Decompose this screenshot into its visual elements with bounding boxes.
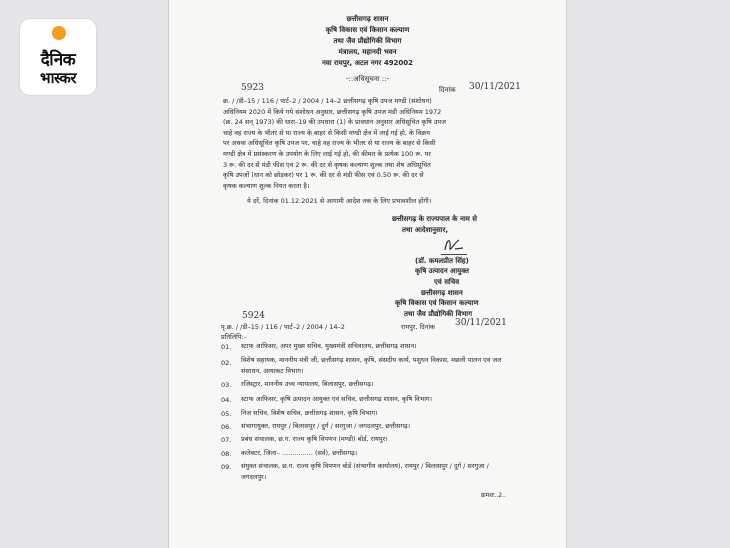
header-dept: कृषि विकास एवं किसान कल्याण [325, 26, 410, 34]
logo-text-line1: दैनिक [40, 50, 76, 70]
header-address: नवा रायपुर, अटल नगर 492002 [321, 59, 414, 67]
header-building: मंत्रालय, महानदी भवन [338, 48, 397, 56]
endorsement-date-handwritten: 30/11/2021 [455, 318, 507, 328]
list-item: स्टाफ आफिसर, कृषि उत्पादन आयुक्त एवं सचिव, छत्तीसगढ़ शासन, कृषि विभाग। [241, 395, 433, 403]
list-item-number: 05. [221, 410, 232, 418]
notification-title: -::अधिसूचना ::- [345, 75, 390, 83]
list-item: प्रबंध संचालक, छ.ग. राज्य कृषि विपणन (मण्डी) बोर्ड, रायपुर। [241, 435, 388, 443]
signatory-designation: कृषि उत्पादन आयुक्त [415, 267, 469, 275]
list-item-number: 08. [221, 450, 232, 458]
notice-line: अधिनियम 2020 में किये गये संशोधन अनुसार, छत्तीसगढ़ कृषि उपज मंडी अधिनियम 1972 [223, 107, 442, 116]
notice-line: 3 रू. की दर से मंडी फीस एवं 2 रू. की दर से कृषक कल्याण शुल्क तथा शेष अधिसूचित [223, 160, 431, 169]
notice-paragraph [223, 96, 509, 191]
notice-line: कृषि उपजों (धान को छोड़कर) पर 1 रू. की दर से मंडी फीस एवं 0.50 रू. की दर से [223, 171, 424, 180]
list-item: निज सचिव, विशेष सचिव, छत्तीसगढ़ शासन, कृषि विभाग। [241, 409, 378, 417]
logo-sun-icon [52, 26, 66, 40]
list-item: स्टाफ आफिसर, अपर मुख्य सचिव, मुख्यमंत्री सचिवालय, छत्तीसगढ़ शासन। [241, 342, 417, 350]
list-item-number: 07. [221, 436, 232, 444]
endorsement-ref-handwritten: 5924 [242, 311, 265, 321]
endorsement-ref: पृ.क्र. / /डी–15 / 116 / पार्ट–2 / 2004 / 14–2 [221, 323, 345, 331]
signature-mark [441, 236, 467, 255]
header-dept-2: तथा जैव प्रौद्योगिकी विभाग [333, 37, 402, 45]
effective-date-note: ये दरें, दिनांक 01.12.2021 से आगामी आदेश तक के लिए प्रभावशील होंगी। [247, 197, 432, 205]
list-item: संयुक्त संचालक, छ.ग. राज्य कृषि विपणन बोर्ड (संभागीय कार्यालय), रायपुर / बिलासपुर / दुर्ग / सरगुजा / जगदलपुर। [241, 462, 489, 481]
notice-line: चाहे वह राज्य के भीतर से या राज्य के बाहर से किसी मण्डी क्षेत्र में लाई गई हो, के विक्रय [223, 128, 431, 137]
signatory-dept: कृषि विकास एवं किसान कल्याण [395, 299, 479, 307]
list-item: कलेक्टर, जिला– ............... (सर्व), छत्तीसगढ़। [241, 449, 358, 457]
list-item: संभागायुक्त, रायपुर / बिलासपुर / दुर्ग / सरगुजा / जगदलपुर, छत्तीसगढ़। [241, 422, 411, 430]
signatory-govt: छत्तीसगढ़ शासन [421, 289, 463, 297]
list-item-number: 06. [221, 423, 232, 431]
list-item-number: 03. [221, 381, 232, 389]
header-govt: छत्तीसगढ़ शासन [346, 15, 389, 23]
list-item: रजिस्ट्रार, माननीय उच्च न्यायालय, बिलासपुर, छत्तीसगढ़। [241, 380, 374, 388]
notice-line: मण्डी क्षेत्र में प्रसंस्करण के उपयोग के लिए लाई गई हो, की कीमत के प्रत्येक 100 रू. पर [223, 149, 431, 158]
dainik-bhaskar-logo [20, 19, 96, 95]
signatory-designation-2: एवं सचिव [434, 278, 460, 286]
notice-line: पर अथवा अधिसूचित कृषि उपज पर, चाहे वह राज्य के भीतर से या राज्य के बाहर से किसी [223, 139, 436, 148]
ref-number-handwritten: 5923 [241, 83, 264, 93]
list-item-number: 02. [221, 359, 232, 367]
logo-text-line2: भास्कर [40, 69, 76, 87]
notice-line: कृषक कल्याण शुल्क नियत करता है। [223, 181, 310, 190]
governor-order-line: छत्तीसगढ़ के राज्यपाल के नाम से [392, 215, 477, 223]
list-item: विशेष सहायक, माननीय मंत्री जी, छत्तीसगढ़ शासन, कृषि, संसदीय कार्य, पशुधन विकास, मछली पालन एवं जल संसाधन, आयाकट विभाग। [241, 356, 502, 375]
copy-to-label: प्रतिलिपि:- [221, 333, 247, 341]
date-handwritten: 30/11/2021 [469, 82, 521, 92]
continued-marker: क्रमशः..2.. [481, 492, 506, 499]
date-label: दिनांक [439, 86, 456, 94]
signatory-name: (डॉ. कमलप्रीत सिंह) [415, 257, 469, 265]
list-item-number: 09. [221, 463, 232, 471]
list-item-number: 01. [221, 343, 232, 351]
notice-line: (क्र. 24 सन् 1973) की धारा–19 की उपधारा (1) के प्रावधान अनुसार अधिसूचित कृषि उपज [223, 118, 446, 127]
order-line-2: तथा आदेशानुसार, [402, 226, 449, 234]
document-page [168, 0, 567, 548]
list-item-number: 04. [221, 396, 232, 404]
endorsement-place-date: रायपुर, दिनांक [401, 323, 436, 331]
notice-line: क्र. / /डी–15 / 116 / पार्ट–2 / 2004 / 14–2 छत्तीसगढ़ कृषि उपज मण्डी (संशोधन) [223, 97, 432, 105]
signatory-dept-2: तथा जैव प्रौद्योगिकी विभाग [404, 310, 473, 318]
